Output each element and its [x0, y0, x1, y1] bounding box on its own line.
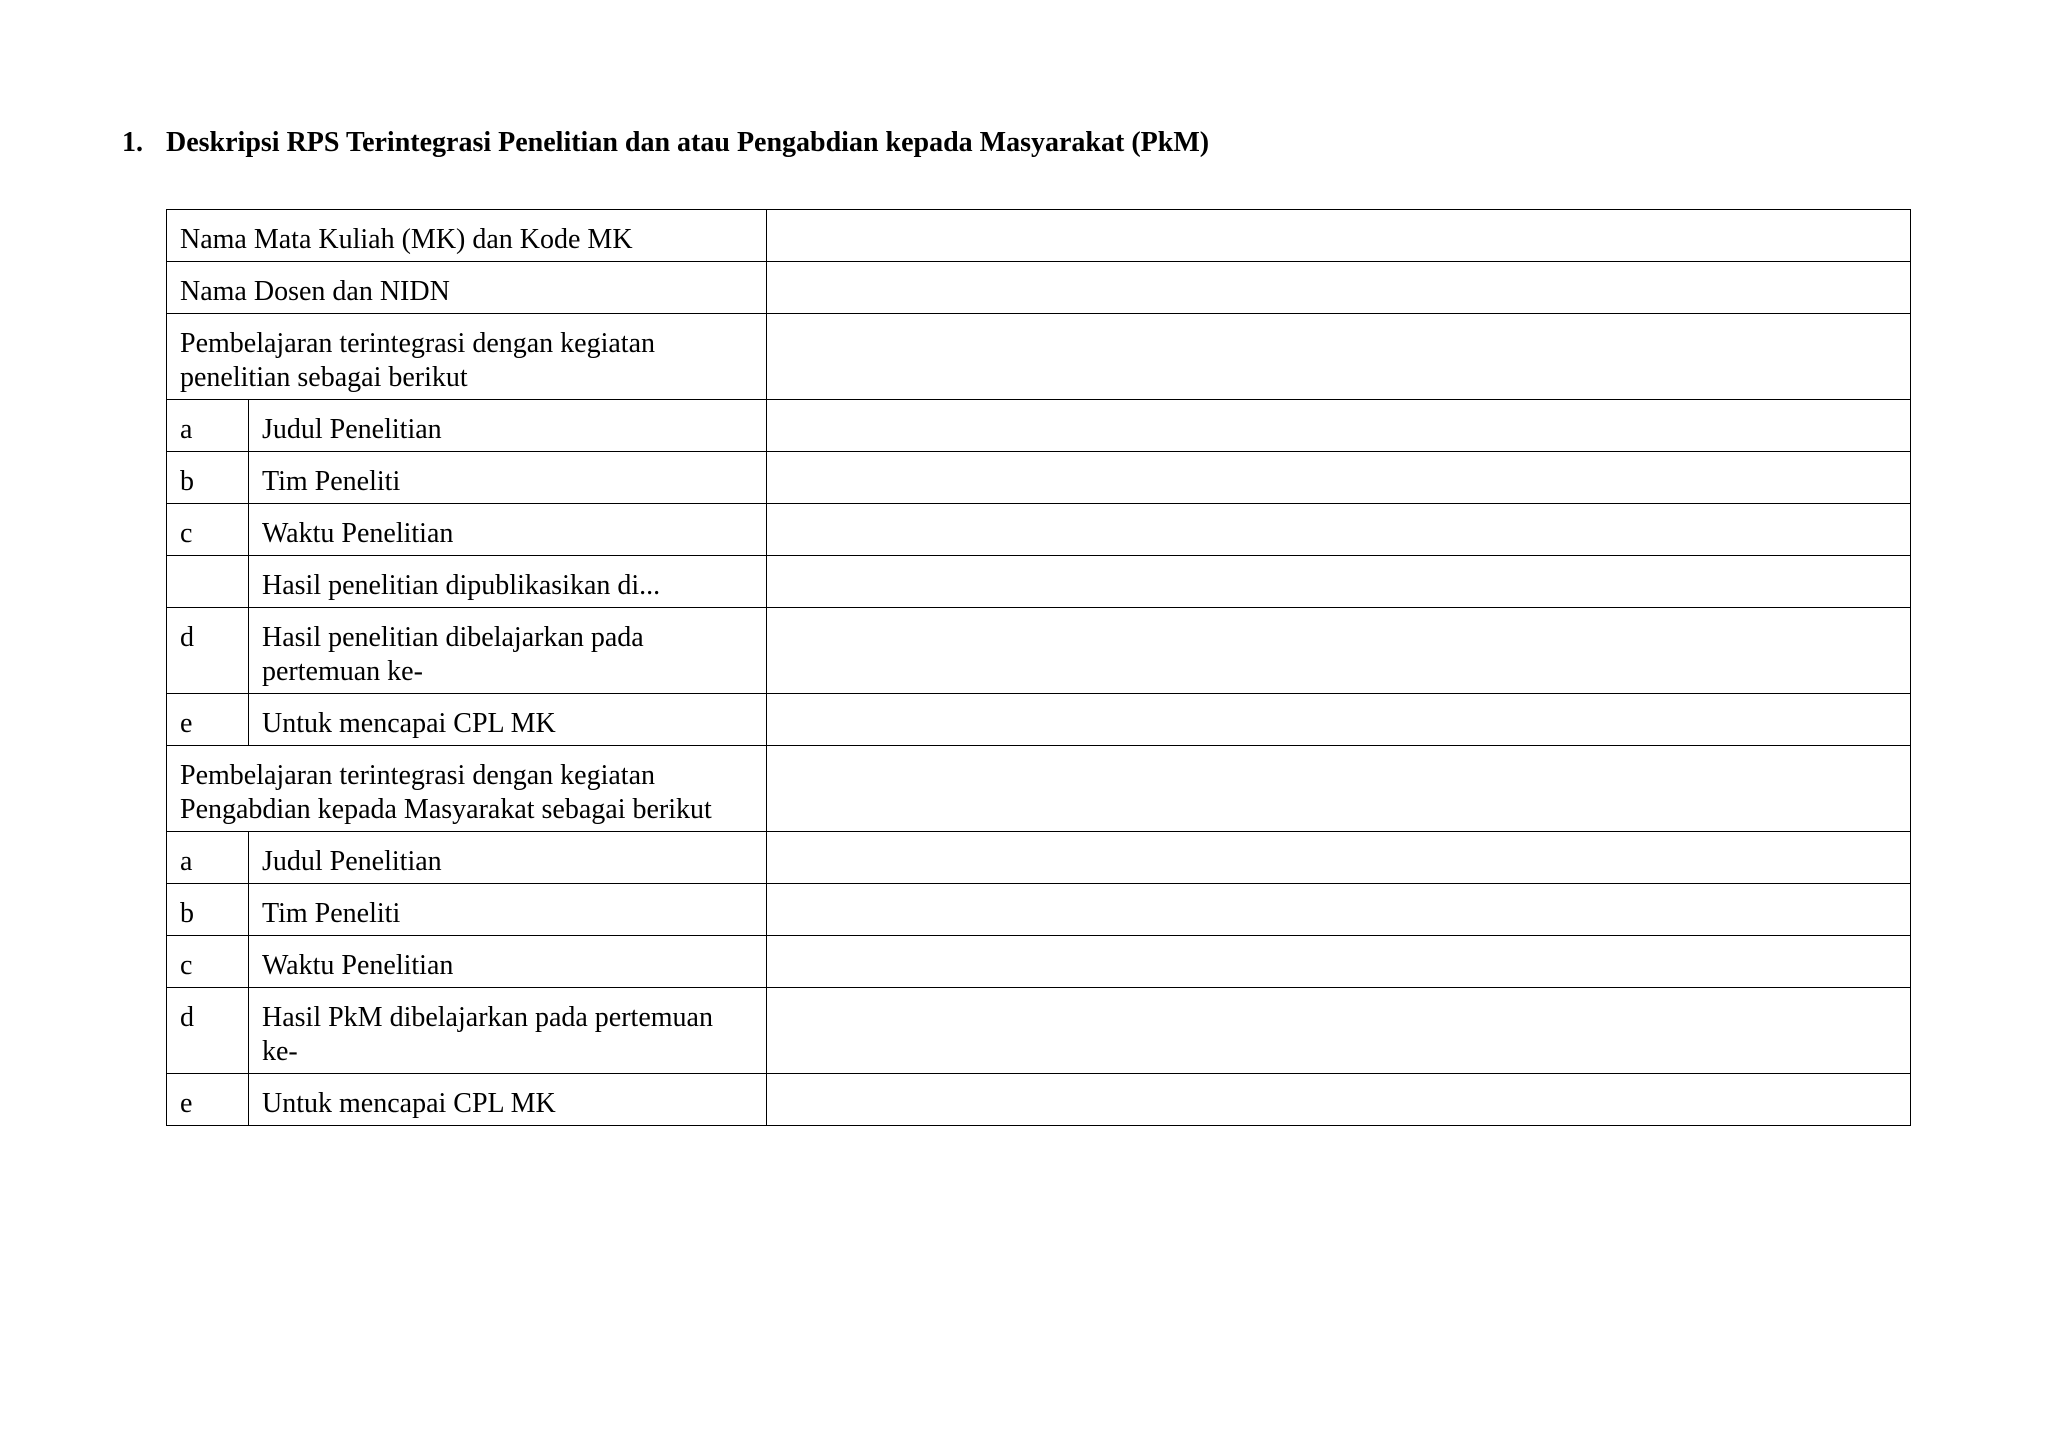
table-row [167, 504, 1911, 556]
table-row-community-service-header [167, 746, 1911, 832]
research-row-value[interactable] [767, 608, 1911, 694]
community-service-row-label: Untuk mencapai CPL MK [249, 1074, 767, 1126]
section-number: 1. [122, 127, 143, 158]
table-row [167, 936, 1911, 988]
community-service-row-value[interactable] [767, 1074, 1911, 1126]
table-row [167, 884, 1911, 936]
research-row-value[interactable] [767, 400, 1911, 452]
table-row [167, 832, 1911, 884]
community-service-header-value[interactable] [767, 746, 1911, 832]
community-service-row-letter: c [167, 936, 249, 988]
community-service-row-label: Hasil PkM dibelajarkan pada pertemuan ke- [249, 988, 767, 1074]
table-row [167, 452, 1911, 504]
community-service-row-value[interactable] [767, 884, 1911, 936]
research-header-value[interactable] [767, 314, 1911, 400]
research-row-letter [167, 556, 249, 608]
community-service-row-label: Tim Peneliti [249, 884, 767, 936]
section-title: Deskripsi RPS Terintegrasi Penelitian dan atau Pengabdian kepada Masyarakat (PkM) [166, 127, 1210, 158]
table-row [167, 988, 1911, 1074]
research-row-label: Judul Penelitian [249, 400, 767, 452]
course-name-value[interactable] [767, 210, 1911, 262]
research-row-label: Waktu Penelitian [249, 504, 767, 556]
research-row-letter: b [167, 452, 249, 504]
research-row-value[interactable] [767, 556, 1911, 608]
community-service-row-label: Judul Penelitian [249, 832, 767, 884]
table-row [167, 400, 1911, 452]
table-row [167, 556, 1911, 608]
research-row-label: Hasil penelitian dipublikasikan di... [249, 556, 767, 608]
research-row-letter: e [167, 694, 249, 746]
research-row-letter: d [167, 608, 249, 694]
community-service-row-letter: e [167, 1074, 249, 1126]
research-row-value[interactable] [767, 504, 1911, 556]
table-row-lecturer [167, 262, 1911, 314]
table-row-research-header [167, 314, 1911, 400]
community-service-row-label: Waktu Penelitian [249, 936, 767, 988]
community-service-row-letter: d [167, 988, 249, 1074]
table-row [167, 1074, 1911, 1126]
research-row-letter: a [167, 400, 249, 452]
table-row [167, 608, 1911, 694]
community-service-header-label: Pembelajaran terintegrasi dengan kegiatan Pengabdian kepada Masyarakat sebagai berikut [167, 746, 767, 832]
table-row [167, 694, 1911, 746]
community-service-row-value[interactable] [767, 832, 1911, 884]
community-service-row-value[interactable] [767, 936, 1911, 988]
rps-description-table [166, 209, 1911, 1126]
course-name-label: Nama Mata Kuliah (MK) dan Kode MK [167, 210, 767, 262]
community-service-row-letter: b [167, 884, 249, 936]
research-row-value[interactable] [767, 694, 1911, 746]
section-heading [122, 126, 1209, 160]
research-row-letter: c [167, 504, 249, 556]
table-row-course-name [167, 210, 1911, 262]
research-row-value[interactable] [767, 452, 1911, 504]
research-row-label: Untuk mencapai CPL MK [249, 694, 767, 746]
research-row-label: Hasil penelitian dibelajarkan pada pertemuan ke- [249, 608, 767, 694]
community-service-row-letter: a [167, 832, 249, 884]
research-header-label: Pembelajaran terintegrasi dengan kegiatan penelitian sebagai berikut [167, 314, 767, 400]
community-service-row-value[interactable] [767, 988, 1911, 1074]
research-row-label: Tim Peneliti [249, 452, 767, 504]
lecturer-label: Nama Dosen dan NIDN [167, 262, 767, 314]
lecturer-value[interactable] [767, 262, 1911, 314]
